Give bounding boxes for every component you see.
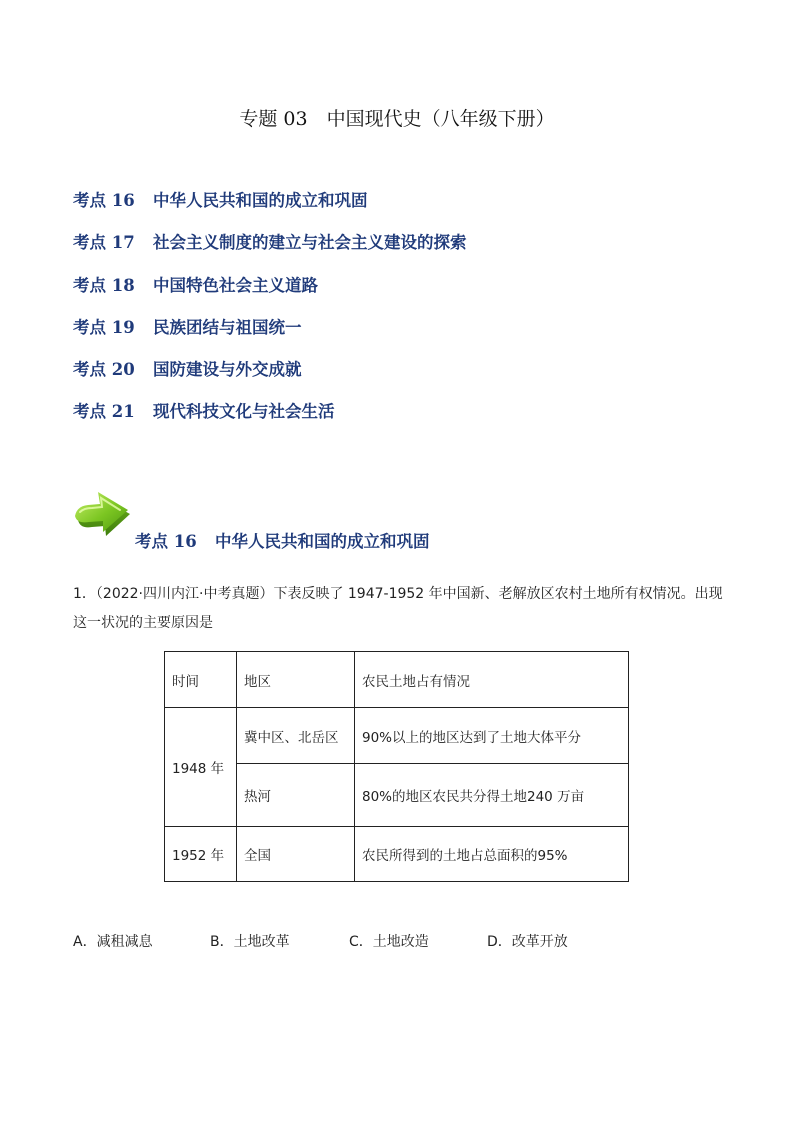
toc-item <box>73 357 467 399</box>
toc-code: 考点 16 <box>73 191 135 210</box>
toc-item <box>73 188 467 230</box>
green-arrow-icon <box>72 486 134 544</box>
region-cell: 热河 <box>237 764 355 827</box>
status-cell: 90%以上的地区达到了土地大体平分 <box>355 708 629 764</box>
toc-title: 社会主义制度的建立与社会主义建设的探索 <box>153 233 467 253</box>
section-title <box>135 528 430 552</box>
toc-item <box>73 273 467 315</box>
table-header-row <box>165 652 629 708</box>
region-cell: 全国 <box>237 827 355 882</box>
toc-code: 考点 20 <box>73 360 135 380</box>
table-row <box>165 827 629 882</box>
question-text: （2022·四川内江·中考真题）下表反映了 1947-1952 年中国新、老解放区农村土地所有权情况。出现这一状况的主要原因是 <box>73 586 723 631</box>
toc-code: 考点 17 <box>73 233 135 253</box>
option-c: C．土地改造 <box>349 934 429 950</box>
section-title-text: 中华人民共和国的成立和巩固 <box>215 532 430 551</box>
time-cell: 1952 年 <box>165 827 237 882</box>
table-of-contents <box>73 188 467 442</box>
toc-item <box>73 230 467 272</box>
answer-options <box>73 931 568 951</box>
page-title: 专题 03 中国现代史（八年级下册） <box>239 108 555 130</box>
region-cell: 冀中区、北岳区 <box>237 708 355 764</box>
header-cell: 时间 <box>165 652 237 708</box>
toc-code: 考点 21 <box>73 402 135 422</box>
toc-item <box>73 399 467 441</box>
land-ownership-table <box>164 651 629 882</box>
table-row <box>165 708 629 764</box>
toc-title: 中国特色社会主义道路 <box>153 275 318 295</box>
question-1 <box>73 580 723 638</box>
option-b: B．土地改革 <box>210 934 290 950</box>
toc-title: 国防建设与外交成就 <box>153 360 302 380</box>
toc-title: 民族团结与祖国统一 <box>153 317 302 337</box>
status-cell: 农民所得到的土地占总面积的95% <box>355 827 629 882</box>
option-a: A．减租减息 <box>73 934 153 950</box>
time-cell: 1948 年 <box>165 708 237 827</box>
toc-item <box>73 315 467 357</box>
question-number: 1． <box>73 586 96 602</box>
header-cell: 农民土地占有情况 <box>355 652 629 708</box>
header-cell: 地区 <box>237 652 355 708</box>
toc-code: 考点 18 <box>73 275 135 295</box>
toc-code: 考点 19 <box>73 317 135 337</box>
toc-title: 现代科技文化与社会生活 <box>153 402 335 422</box>
toc-title: 中华人民共和国的成立和巩固 <box>153 191 368 210</box>
section-code: 考点 16 <box>135 532 197 551</box>
status-cell: 80%的地区农民共分得土地240 万亩 <box>355 764 629 827</box>
section-header <box>72 486 572 556</box>
option-d: D．改革开放 <box>487 934 568 950</box>
